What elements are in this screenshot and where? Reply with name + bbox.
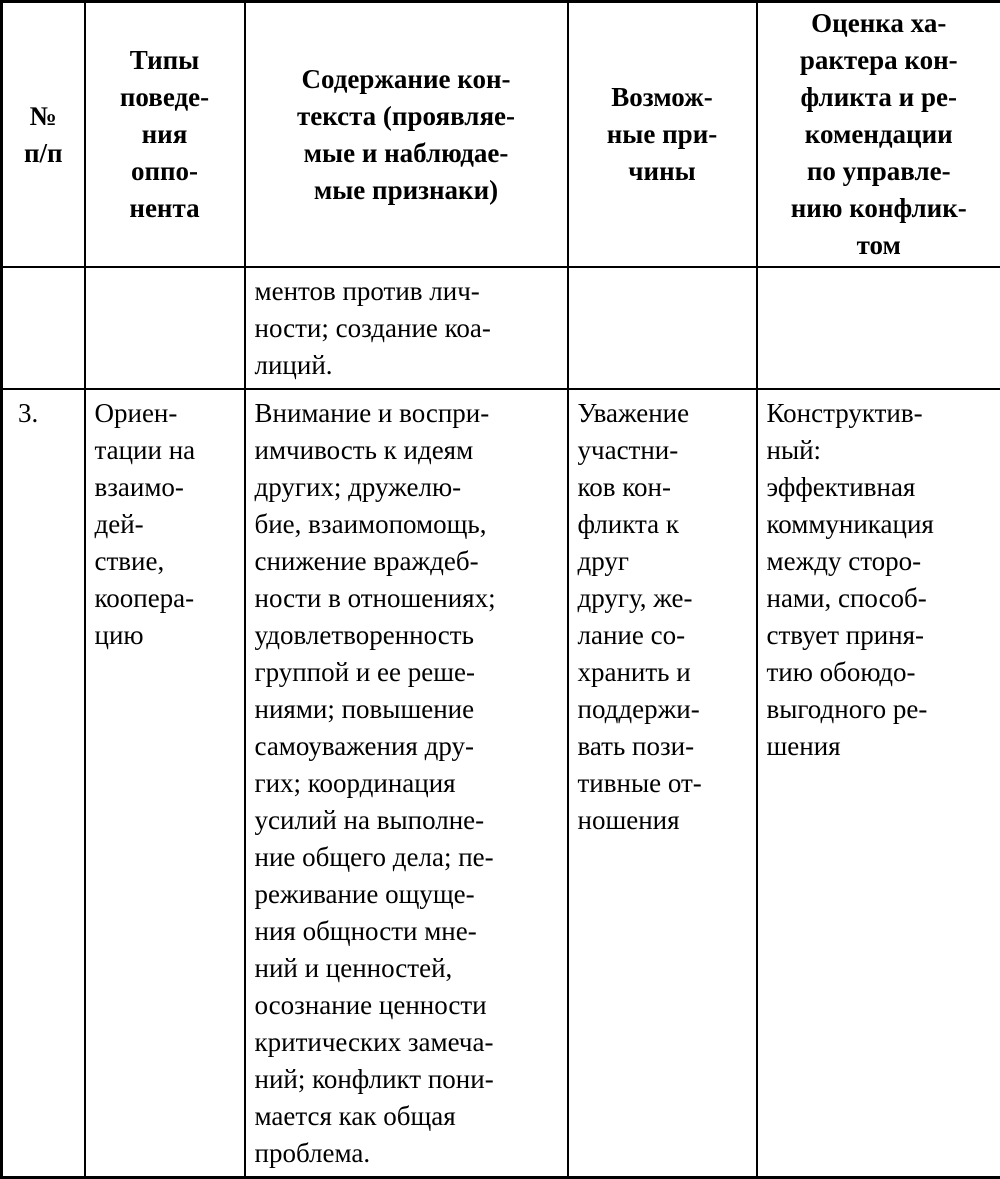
cell-number: 3. <box>2 389 85 1178</box>
header-causes-col: Возмож- ные при- чины <box>568 2 757 268</box>
cell-number <box>2 267 85 389</box>
header-assessment-col: Оценка ха- рактера кон- фликта и ре- комендации по управле- нию конфлик- том <box>757 2 1000 268</box>
cell-assessment: Конструктив- ный: эффективная коммуникация между сторо- нами, способ- ствует приня- тию обоюдо- выгодного ре- шения <box>757 389 1000 1178</box>
header-context-col: Содержание кон- текста (проявляе- мые и наблюдае- мые признаки) <box>245 2 568 268</box>
continuation-row <box>2 267 1000 389</box>
cell-behavior-type: Ориен- тации на взаимо- дей- ствие, коопера- цию <box>85 389 245 1178</box>
header-number-col: № п/п <box>2 2 85 268</box>
header-behavior-type-col: Типы поведе- ния оппо- нента <box>85 2 245 268</box>
cell-behavior-type <box>85 267 245 389</box>
cell-assessment <box>757 267 1000 389</box>
table-header-row <box>2 2 1000 268</box>
cell-context: Внимание и воспри- имчивость к идеям других; дружелю- бие, взаимопомощь, снижение враждеб- ности в отношениях; удовлетворенность группой и ее реше- ниями; повышение самоуважения дру- гих; координация усилий на выполне- ние общего дела; пе- реживание ощуще- ния общности мне- ний и ценностей, осознание ценности критических замеча- ний; конфликт пони- мается как общая проблема. <box>245 389 568 1178</box>
cell-causes <box>568 267 757 389</box>
cell-causes: Уважение участни- ков кон- фликта к друг другу, же- лание со- хранить и поддержи- вать пози- тивные от- ношения <box>568 389 757 1178</box>
cell-context: ментов против лич- ности; создание коа- лиций. <box>245 267 568 389</box>
table-row-3 <box>2 389 1000 1178</box>
